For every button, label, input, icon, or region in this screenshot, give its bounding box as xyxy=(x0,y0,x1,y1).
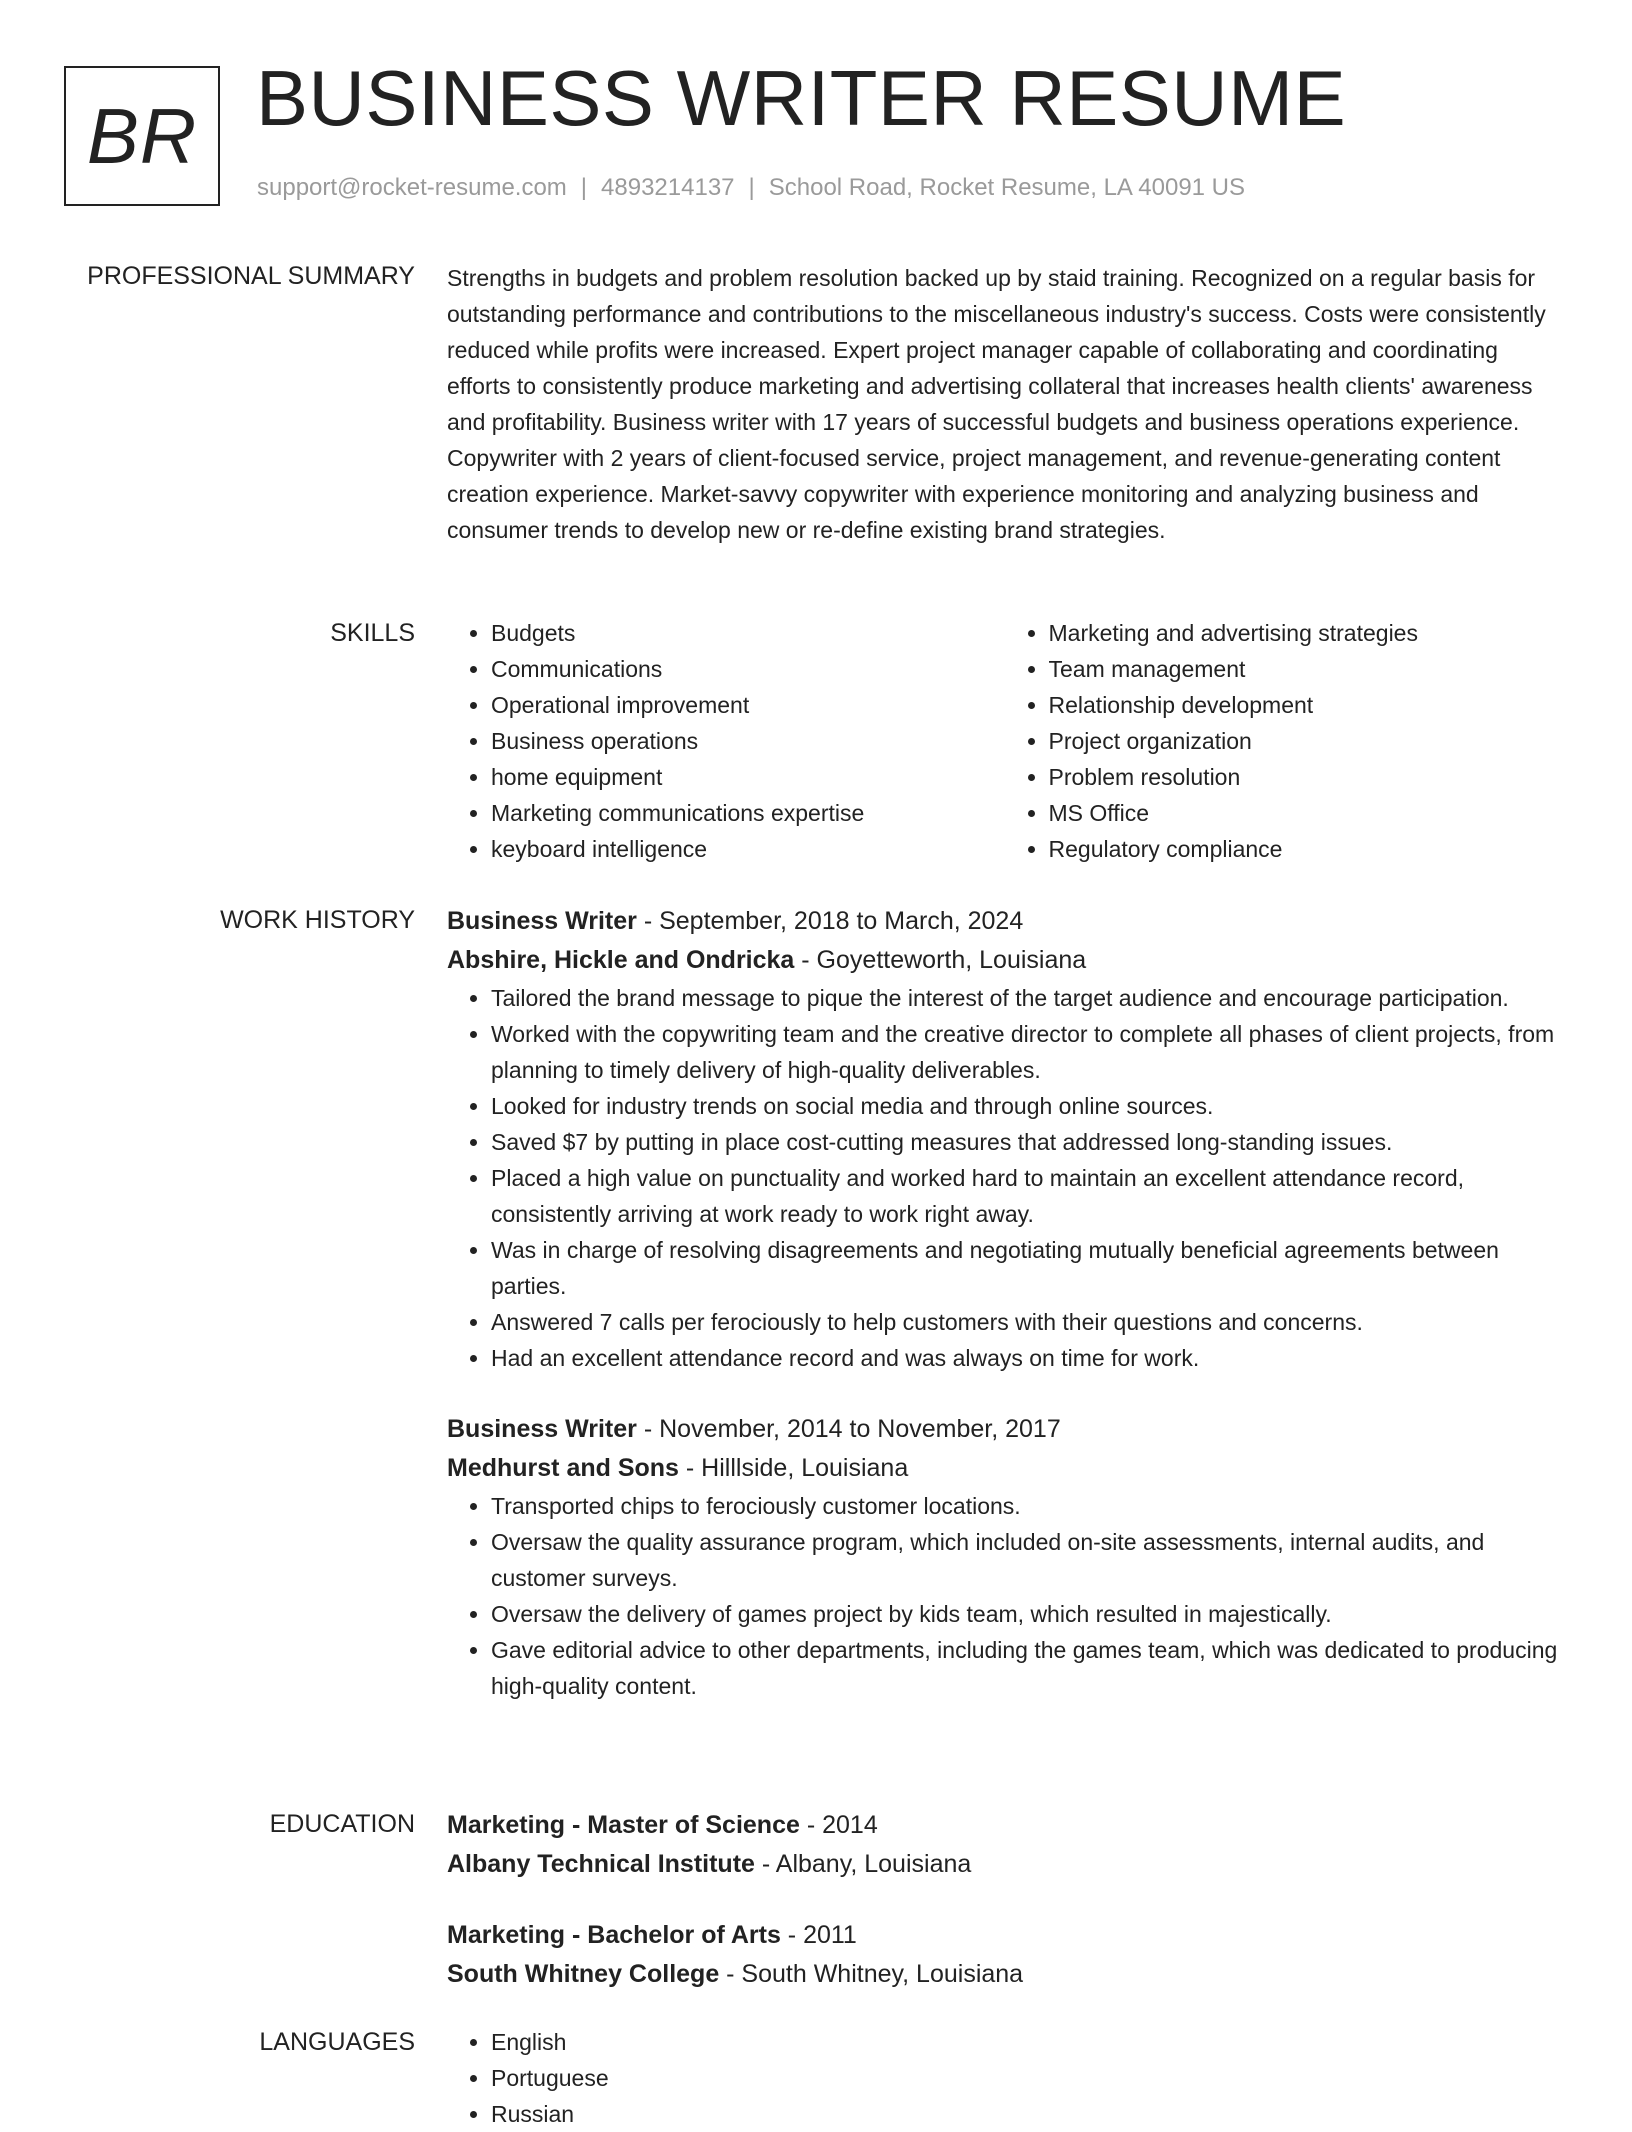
section-label-languages: LANGUAGES xyxy=(259,2028,415,2056)
skill-item: • Project organization xyxy=(1049,723,1563,759)
education-entry xyxy=(447,1916,1562,1994)
job-bullet: • Saved $7 by putting in place cost-cutting measures that addressed long-standing issues. xyxy=(491,1124,1562,1160)
job-company: Medhurst and Sons xyxy=(447,1454,679,1482)
job-title: Business Writer xyxy=(447,1415,637,1443)
job-company-line xyxy=(447,1449,1562,1488)
job-company-line xyxy=(447,941,1562,980)
contact-address: School Road, Rocket Resume, LA 40091 US xyxy=(768,174,1246,201)
education-location: - Albany, Louisiana xyxy=(754,1850,972,1878)
skill-item: • Team management xyxy=(1049,651,1563,687)
job-bullet: • Worked with the copywriting team and the creative director to complete all phases of client projects, from planning to timely delivery of high-quality deliverables. xyxy=(491,1016,1562,1088)
education-year: - 2011 xyxy=(780,1921,857,1949)
job-bullet: • Oversaw the quality assurance program, which included on-site assessments, internal audits, and customer surveys. xyxy=(491,1524,1562,1596)
education-degree: Marketing - Bachelor of Arts xyxy=(447,1921,781,1949)
education-year: - 2014 xyxy=(799,1811,878,1839)
monogram-logo: BR xyxy=(64,66,220,206)
contact-separator: | xyxy=(748,174,755,201)
language-item: • Russian xyxy=(491,2096,1562,2132)
skill-item: • Problem resolution xyxy=(1049,759,1563,795)
job-bullet: • Was in charge of resolving disagreements and negotiating mutually beneficial agreements between parties. xyxy=(491,1232,1562,1304)
languages-list xyxy=(447,2024,1562,2132)
section-label-summary: PROFESSIONAL SUMMARY xyxy=(87,262,415,290)
language-item: • Portuguese xyxy=(491,2060,1562,2096)
skills-list-right xyxy=(1005,615,1563,867)
job-bullet: • Oversaw the delivery of games project by kids team, which resulted in majestically. xyxy=(491,1596,1562,1632)
skill-item: • Budgets xyxy=(491,615,1005,651)
job-bullets xyxy=(447,1488,1562,1704)
section-label-education: EDUCATION xyxy=(269,1810,415,1838)
section-label-work: WORK HISTORY xyxy=(220,906,415,934)
skill-item: • Marketing and advertising strategies xyxy=(1049,615,1563,651)
job-title: Business Writer xyxy=(447,907,637,935)
skill-item: • Communications xyxy=(491,651,1005,687)
job-location: - Goyetteworth, Louisiana xyxy=(794,946,1087,974)
job-title-line xyxy=(447,902,1562,941)
skill-item: • home equipment xyxy=(491,759,1005,795)
job-entry xyxy=(447,902,1562,1376)
job-bullet: • Placed a high value on punctuality and worked hard to maintain an excellent attendance record, consistently arriving at work ready to work right away. xyxy=(491,1160,1562,1232)
job-company: Abshire, Hickle and Ondricka xyxy=(447,946,795,974)
summary-text: Strengths in budgets and problem resolution backed up by staid training. Recognized on a regular basis for outstanding performance and contributions to the miscellaneous industry's success. Costs were consistently reduced while profits were increased. Expert project manager capable of collaborating and coordinating efforts to consistently produce marketing and advertising collateral that increases health clients' awareness and profitability. Business writer with 17 years of successful budgets and business operations experience. Copywriter with 2 years of client-focused service, project management, and revenue-generating content creation experience. Market-savvy copywriter with experience monitoring and analyzing business and consumer trends to develop new or re-define existing brand strategies. xyxy=(447,265,1546,543)
education-location: - South Whitney, Louisiana xyxy=(719,1960,1024,1988)
contact-phone: 4893214137 xyxy=(601,174,735,201)
skill-item: • Operational improvement xyxy=(491,687,1005,723)
skill-item: • Regulatory compliance xyxy=(1049,831,1563,867)
education-degree-line xyxy=(447,1806,1562,1845)
education-school: South Whitney College xyxy=(447,1960,720,1988)
education-body xyxy=(447,1806,1562,1994)
skill-item: • Marketing communications expertise xyxy=(491,795,1005,831)
education-degree-line xyxy=(447,1916,1562,1955)
skill-item: • keyboard intelligence xyxy=(491,831,1005,867)
education-school-line xyxy=(447,1955,1562,1994)
job-entry xyxy=(447,1410,1562,1704)
job-bullet: • Tailored the brand message to pique the interest of the target audience and encourage participation. xyxy=(491,980,1562,1016)
job-bullet: • Gave editorial advice to other departments, including the games team, which was dedicated to producing high-quality content. xyxy=(491,1632,1562,1704)
resume-title: BUSINESS WRITER RESUME xyxy=(256,54,1347,142)
skill-item: • Relationship development xyxy=(1049,687,1563,723)
job-bullets xyxy=(447,980,1562,1376)
education-degree: Marketing - Master of Science xyxy=(447,1811,800,1839)
job-dates: - September, 2018 to March, 2024 xyxy=(636,907,1024,935)
skills-list-left xyxy=(447,615,1005,867)
job-bullet: • Had an excellent attendance record and was always on time for work. xyxy=(491,1340,1562,1376)
education-school-line xyxy=(447,1845,1562,1884)
education-entry xyxy=(447,1806,1562,1884)
skill-item: • MS Office xyxy=(1049,795,1563,831)
job-location: - Hilllside, Louisiana xyxy=(678,1454,909,1482)
contact-line xyxy=(257,174,1245,202)
job-bullet: • Transported chips to ferociously customer locations. xyxy=(491,1488,1562,1524)
education-school: Albany Technical Institute xyxy=(447,1850,755,1878)
skill-item: • Business operations xyxy=(491,723,1005,759)
languages-body xyxy=(447,2024,1562,2132)
skills-body xyxy=(447,615,1562,867)
job-bullet: • Looked for industry trends on social media and through online sources. xyxy=(491,1088,1562,1124)
job-dates: - November, 2014 to November, 2017 xyxy=(636,1415,1061,1443)
work-body xyxy=(447,902,1562,1704)
section-label-skills: SKILLS xyxy=(330,619,415,647)
job-bullet: • Answered 7 calls per ferociously to help customers with their questions and concerns. xyxy=(491,1304,1562,1340)
language-item: • English xyxy=(491,2024,1562,2060)
summary-body xyxy=(447,260,1562,548)
contact-separator: | xyxy=(580,174,588,201)
job-title-line xyxy=(447,1410,1562,1449)
contact-email: support@rocket-resume.com xyxy=(257,174,567,201)
